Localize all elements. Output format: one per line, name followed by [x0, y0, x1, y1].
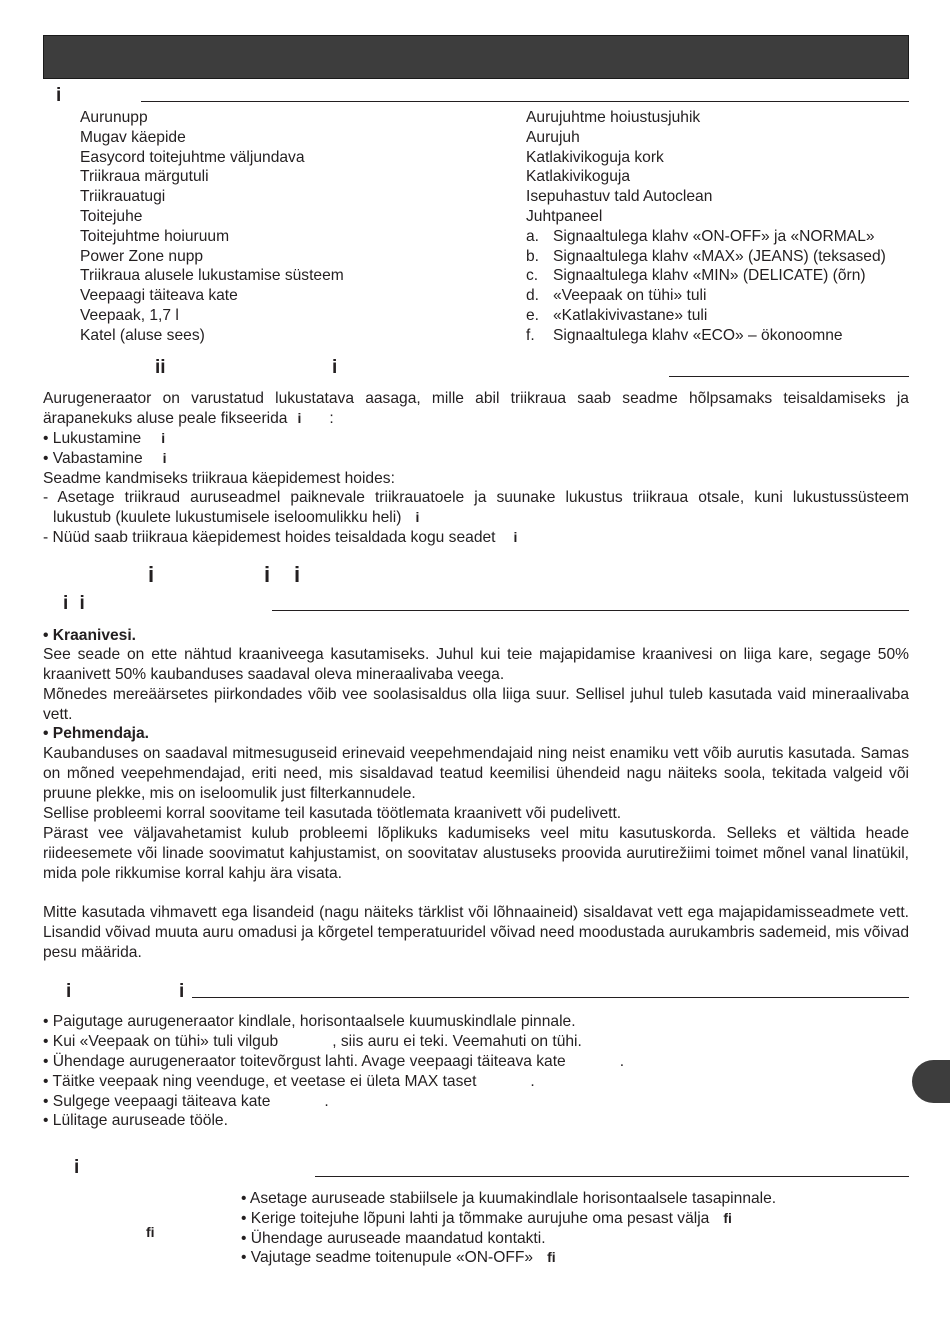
- section2-intro-line2: [43, 409, 334, 429]
- dash1-line2: [53, 508, 419, 528]
- unlock-line: [43, 449, 167, 469]
- panel-item-letter: b.: [526, 247, 540, 265]
- soft-paragraph-3: Pärast vee väljavahetamist kulub probleemi lõplikuks kadumiseks veel mitu kasutuskorda. Selleks et vältida heade riideesemete või linade soovimatut kahjustamist, on soovitatav alustuseks proovida aurutirežiimi toimet mõnel vanal linatükil, mida pole rikkumise korral kahju ära visata.: [43, 825, 909, 882]
- panel-item-letter: a.: [526, 227, 540, 245]
- panel-item-letter: c.: [526, 267, 539, 285]
- panel-item-letter: f.: [526, 326, 535, 344]
- use-step-text: • Ühendage auruseade maandatud kontakti.: [241, 1230, 546, 1247]
- dash1-text: lukustub (kuulete lukustumisele iseloomulikku heli): [53, 509, 402, 526]
- fill-step-tail: , siis auru ei teki. Veemahuti on tühi.: [332, 1033, 582, 1050]
- list-item: Veepaak, 1,7 l: [80, 306, 179, 324]
- section1-heading: i: [56, 85, 62, 106]
- section3-title-c: i: [294, 562, 301, 587]
- panel-item: [526, 266, 886, 286]
- panel-item: [526, 326, 886, 346]
- section2-heading-b: i: [332, 357, 338, 378]
- section4-heading-b: i: [179, 981, 185, 1002]
- list-item: Katlakivikoguja: [526, 168, 631, 186]
- fill-step-tail: .: [324, 1093, 329, 1110]
- unlock-label: • Vabastamine: [43, 450, 143, 467]
- panel-item-text: «Veepaak on tühi» tuli: [553, 287, 707, 305]
- fill-step-text: • Lülitage auruseade tööle.: [43, 1112, 228, 1129]
- fill-step-tail: .: [619, 1053, 625, 1070]
- panel-item-letter: d.: [526, 287, 540, 305]
- section5-heading: i: [74, 1157, 80, 1178]
- list-item: Mugav käepide: [80, 128, 186, 146]
- use-step-text: • Asetage auruseade stabiilsele ja kuumakindlale horisontaalsele tasapinnale.: [241, 1190, 777, 1207]
- fill-step-text: • Paigutage aurugeneraator kindlale, horisontaalsele kuumuskindlale pinnale.: [43, 1013, 576, 1030]
- parts-list-left: [80, 108, 344, 346]
- tap-paragraph-2: Mõnedes mereäärsetes piirkondades võib vee soolasisaldus olla liiga suur. Sellisel juhul tuleb kasutada vaid mineraalivaba vett.: [43, 686, 909, 723]
- section5-rule: [315, 1176, 909, 1177]
- list-item: Triikraua alusele lukustamise süsteem: [80, 267, 344, 285]
- figure-mark: i: [513, 529, 518, 545]
- panel-item-text: Signaaltulega klahv «MAX» (JEANS) (teksased): [553, 247, 886, 265]
- use-step-4: [241, 1248, 556, 1268]
- parts-list-right: [526, 108, 886, 346]
- list-item: Toitejuhe: [80, 207, 143, 225]
- figure-mark: i: [415, 509, 420, 525]
- section3-title-a: i: [148, 562, 155, 587]
- list-item: Katlakivikoguja kork: [526, 148, 664, 166]
- lock-label: • Lukustamine: [43, 430, 142, 447]
- panel-item-text: Signaaltulega klahv «ON-OFF» ja «NORMAL»: [553, 227, 875, 245]
- panel-item-letter: e.: [526, 306, 540, 324]
- fill-step-tail: .: [530, 1073, 535, 1090]
- figure-mark: i: [161, 430, 166, 446]
- panel-item-text: Signaaltulega klahv «ECO» – ökonoomne: [553, 326, 843, 344]
- use-step-text: • Vajutage seadme toitenupule «ON-OFF»: [241, 1249, 534, 1266]
- section4-rule: [192, 997, 909, 998]
- section2-heading-a: ii: [155, 357, 166, 378]
- section5-side-mark: fi: [146, 1224, 155, 1240]
- fill-step-6: [43, 1111, 228, 1131]
- use-step-1: [241, 1189, 776, 1209]
- list-item: Isepuhastuv tald Autoclean: [526, 188, 713, 206]
- section3-title-b: i: [264, 562, 271, 587]
- use-step-3: [241, 1229, 546, 1249]
- section2-rule: [669, 376, 909, 377]
- panel-item-text: Signaaltulega klahv «MIN» (DELICATE) (õrn): [553, 267, 866, 285]
- soft-paragraph-2: Sellise probleemi korral soovitame teil kasutada töötlemata kraanivett või pudelivett.: [43, 805, 622, 822]
- list-item: Triikrauatugi: [80, 188, 166, 206]
- list-item: Katel (aluse sees): [80, 326, 205, 344]
- intro-colon: :: [329, 410, 334, 427]
- fill-step-text: • Sulgege veepaagi täiteava kate: [43, 1093, 271, 1110]
- dash1-line1: - Asetage triikraud auruseadmel paiknevale triikrauatoele ja suunake lukustus triikraua otsale, kuni lukustussüsteem: [43, 489, 909, 506]
- fill-step-4: [43, 1072, 535, 1092]
- header-bar: [43, 35, 909, 79]
- dash2-text: - Nüüd saab triikraua käepidemest hoides teisaldada kogu seadet: [43, 529, 496, 546]
- list-item: Power Zone nupp: [80, 247, 204, 265]
- tap-paragraph-1: See seade on ette nähtud kraaniveega kasutamiseks. Juhul kui teie majapidamise kraanivesi on liiga kare, segage 50% kraanivett 50% kaubanduses saadaval oleva mineraalivaba veega.: [43, 646, 909, 683]
- page-number-tab: [912, 1060, 950, 1103]
- fill-step-1: [43, 1012, 576, 1032]
- panel-item: [526, 286, 886, 306]
- soft-heading: • Pehmendaja.: [43, 725, 149, 742]
- section3-rule: [272, 610, 909, 611]
- panel-item: [526, 247, 886, 267]
- list-item: Toitejuhtme hoiuruum: [80, 227, 230, 245]
- list-item: Aurunupp: [80, 109, 148, 126]
- figure-mark: fi: [723, 1210, 732, 1226]
- panel-item: [526, 306, 886, 326]
- figure-mark: fi: [547, 1249, 556, 1265]
- list-item: Juhtpaneel: [526, 207, 603, 225]
- section1-rule: [141, 101, 909, 102]
- tap-heading: • Kraanivesi.: [43, 627, 137, 644]
- list-item: Veepaagi täiteava kate: [80, 287, 238, 305]
- intro-text: ärapanekuks aluse peale fikseerida: [43, 410, 288, 427]
- fill-step-3: [43, 1052, 624, 1072]
- use-step-2: [241, 1209, 732, 1229]
- fill-step-2: [43, 1032, 582, 1052]
- figure-mark: i: [297, 410, 302, 426]
- section4-heading-a: i: [66, 981, 72, 1002]
- fill-step-5: [43, 1092, 329, 1112]
- rainwater-paragraph: Mitte kasutada vihmavett ega lisandeid (nagu näiteks tärklist või lõhnaaineid) sisaldavat vett ega majapidamisseadmete vett. Lisandid võivad muuta auru omadusi ja kõrgetel temperatuuridel võivad need moodustada aurukambris sademeid, mis võivad pesu määrida.: [43, 904, 909, 961]
- soft-paragraph-1: Kaubanduses on saadaval mitmesuguseid erinevaid veepehmendajaid ning neist enamiku vett võib aurutis kasutada. Samas on mõned veepehmendajad, eriti need, mis sisaldavad teatud keemilisi ühendeid nagu näiteks soola, tekitada valgeid või pruune plekke, mis on iseloomulik just filterkannudele.: [43, 745, 909, 802]
- fill-step-text: • Täitke veepaak ning veenduge, et veetase ei ületa MAX taset: [43, 1073, 477, 1090]
- list-item: Triikraua märgutuli: [80, 168, 209, 186]
- list-item: Aurujuh: [526, 128, 580, 146]
- use-step-text: • Kerige toitejuhe lõpuni lahti ja tõmmake aurujuhe oma pesast välja: [241, 1210, 710, 1227]
- panel-item: [526, 227, 886, 247]
- lock-line: [43, 429, 165, 449]
- figure-mark: i: [162, 450, 167, 466]
- dash2-line: [43, 528, 517, 548]
- list-item: Aurujuhtme hoiustusjuhik: [526, 109, 701, 126]
- panel-item-text: «Katlakivivastane» tuli: [553, 306, 708, 324]
- section2-intro-line1: Aurugeneraator on varustatud lukustatava aasaga, mille abil triikraua saab seadme hõlpsamaks teisaldamiseks ja: [43, 390, 909, 407]
- section3-subheading: i i: [63, 593, 85, 614]
- carry-line: Seadme kandmiseks triikraua käepidemest hoides:: [43, 470, 395, 487]
- fill-step-text: • Ühendage aurugeneraator toitevõrgust lahti. Avage veepaagi täiteava kate: [43, 1053, 566, 1070]
- fill-step-text: • Kui «Veepaak on tühi» tuli vilgub: [43, 1033, 279, 1050]
- list-item: Easycord toitejuhtme väljundava: [80, 148, 305, 166]
